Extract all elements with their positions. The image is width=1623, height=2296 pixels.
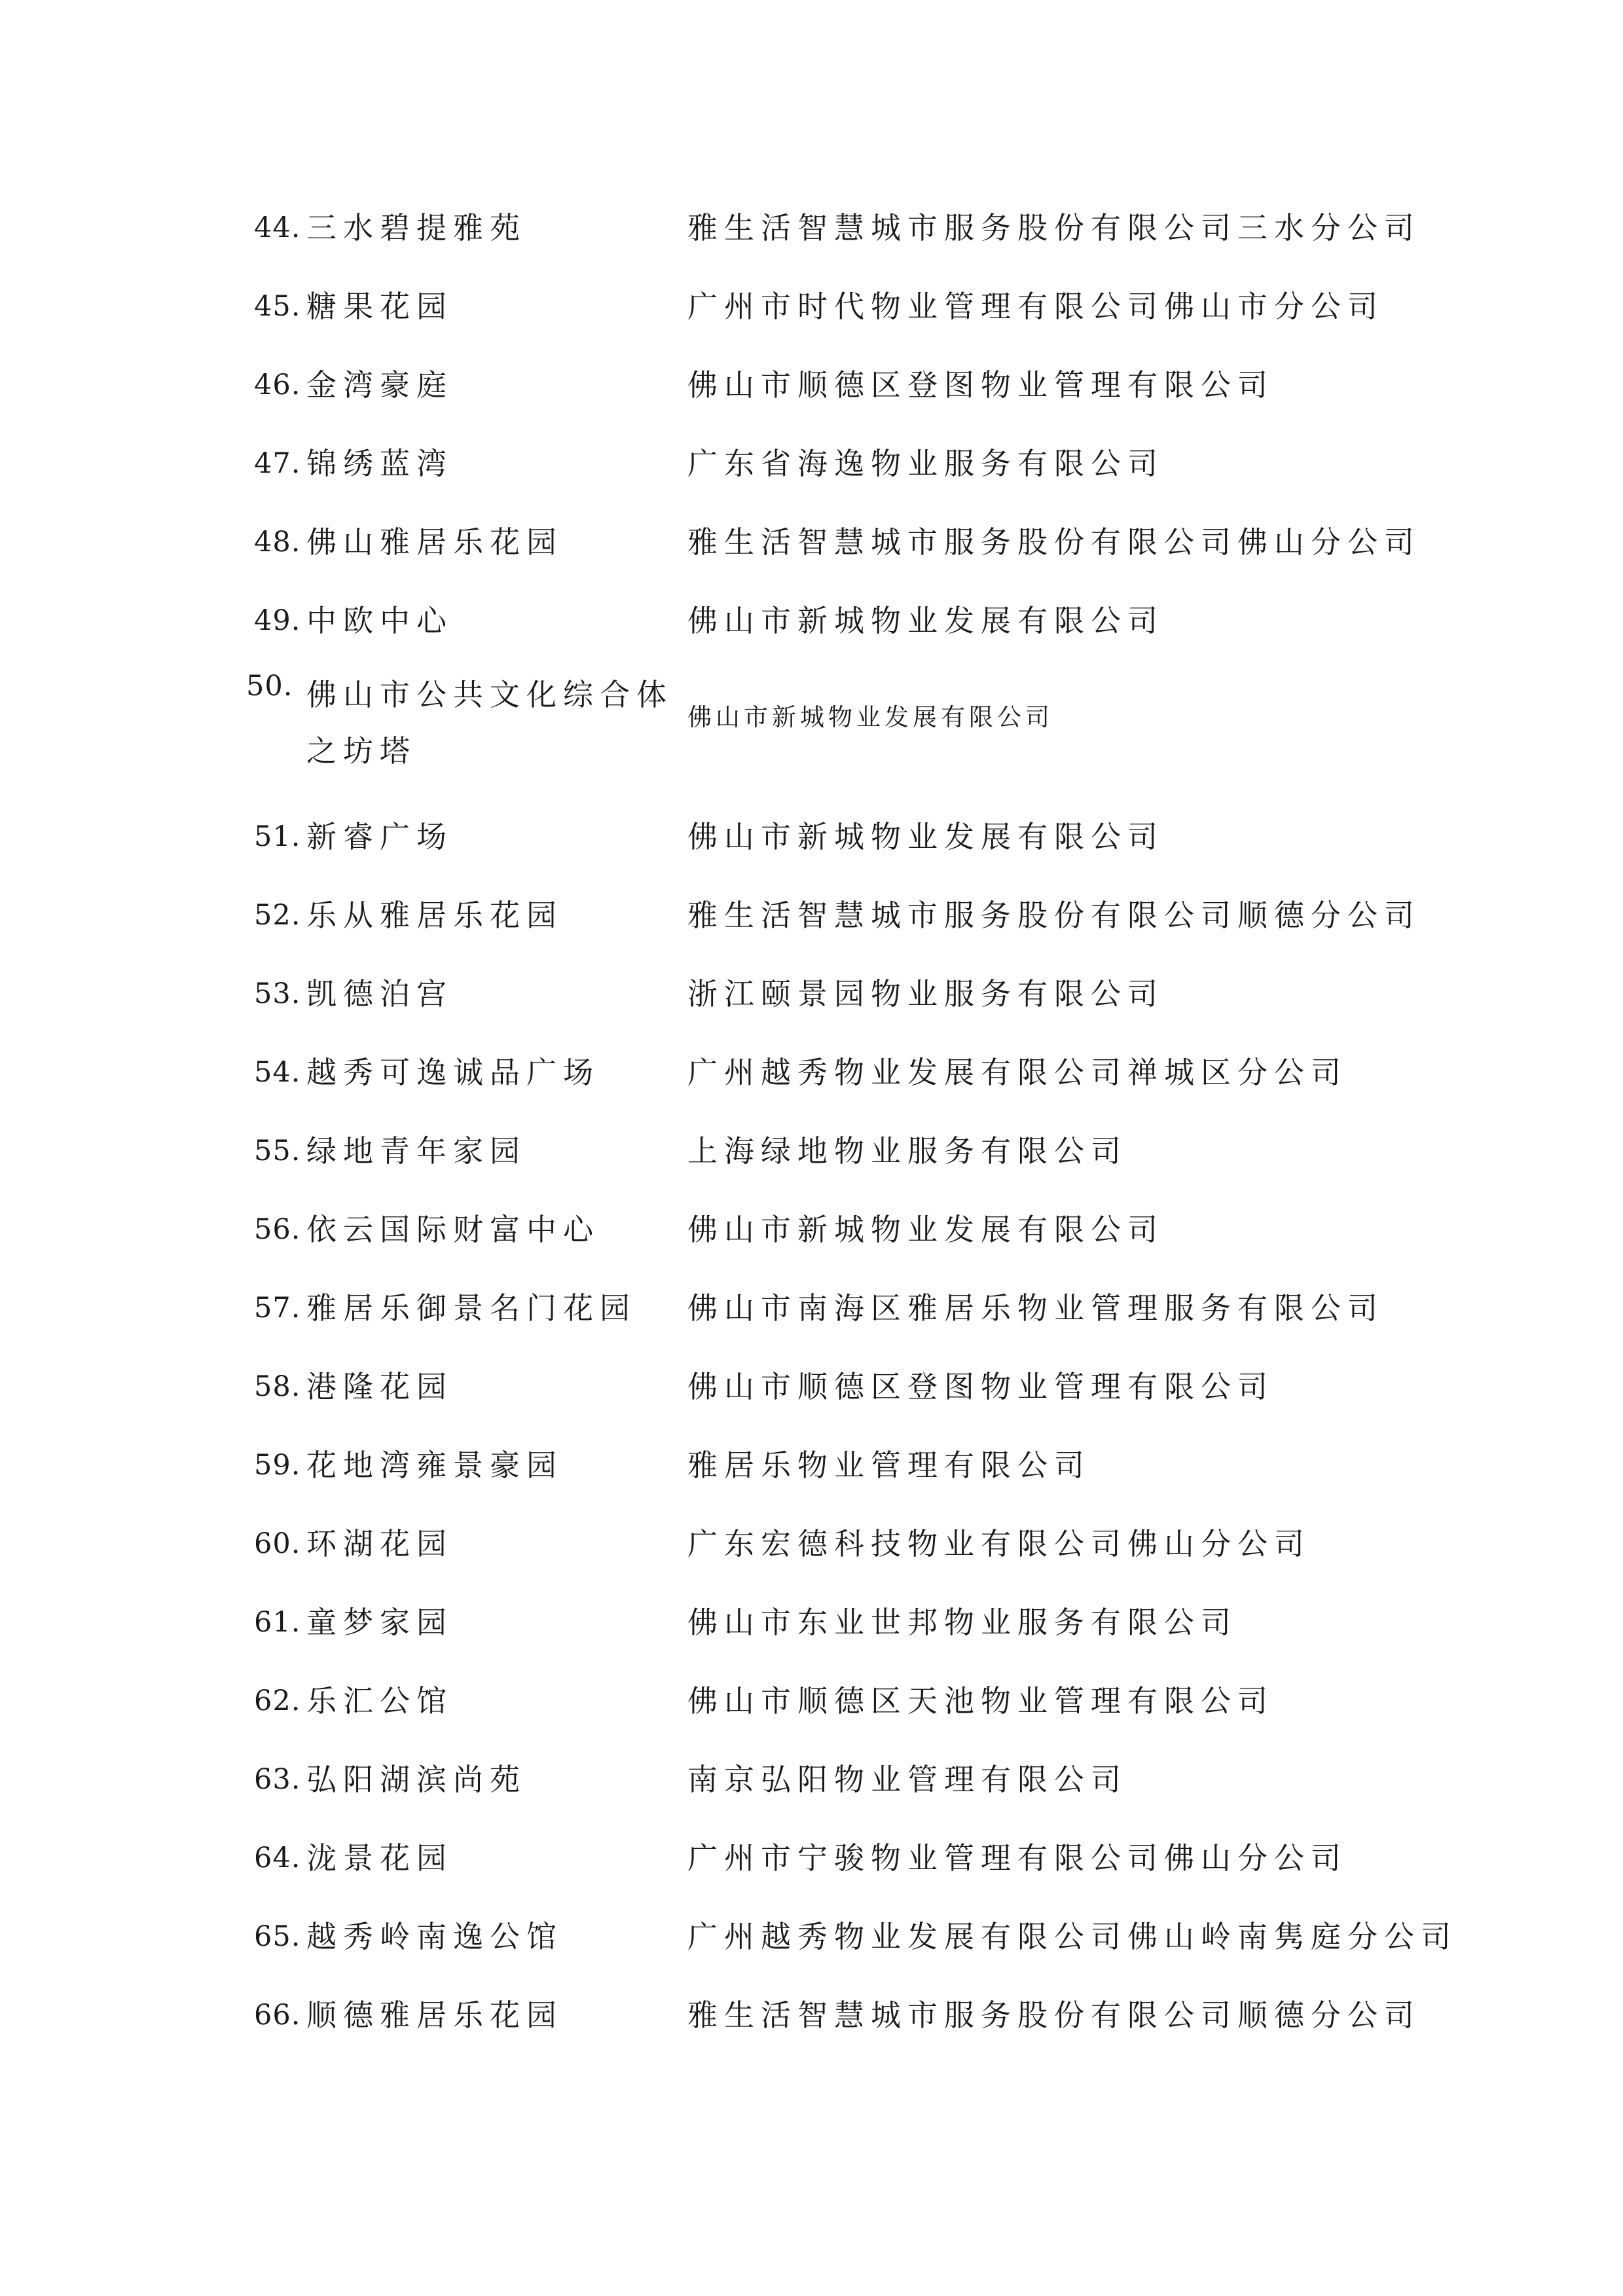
list-item	[0, 1760, 1623, 1799]
property-name: 佛山市公共文化综合体之坊塔	[306, 677, 673, 769]
management-company: 佛山市顺德区登图物业管理有限公司	[687, 367, 1274, 403]
item-number: 44.	[254, 211, 301, 244]
property-name: 泷景花园	[306, 1840, 453, 1876]
management-company: 佛山市南海区雅居乐物业管理服务有限公司	[687, 1290, 1384, 1326]
management-company: 广州越秀物业发展有限公司禅城区分公司	[687, 1055, 1347, 1090]
item-number: 63.	[254, 1763, 301, 1796]
property-name: 花地湾雍景豪园	[306, 1448, 563, 1483]
management-company: 佛山市顺德区登图物业管理有限公司	[687, 1369, 1274, 1404]
item-number: 52.	[254, 899, 301, 932]
management-company: 浙江颐景园物业服务有限公司	[687, 976, 1164, 1011]
list-item	[0, 896, 1623, 935]
item-number: 58.	[254, 1370, 301, 1403]
list-item	[0, 1131, 1623, 1171]
item-number: 55.	[254, 1135, 301, 1167]
property-name: 弘阳湖滨尚苑	[306, 1762, 526, 1797]
property-name: 港隆花园	[306, 1369, 453, 1404]
management-company: 佛山市顺德区天池物业管理有限公司	[687, 1683, 1274, 1719]
property-name: 三水碧提雅苑	[306, 210, 526, 246]
list-item	[0, 1917, 1623, 1956]
management-company: 广东宏德科技物业有限公司佛山分公司	[687, 1526, 1311, 1561]
management-company: 上海绿地物业服务有限公司	[687, 1133, 1127, 1169]
list-item	[0, 1210, 1623, 1249]
item-number: 49.	[254, 604, 301, 637]
property-name: 绿地青年家园	[306, 1133, 526, 1169]
list-item	[0, 1838, 1623, 1878]
list-item	[0, 1524, 1623, 1563]
item-number: 66.	[254, 1999, 301, 2032]
item-number: 50.	[246, 670, 293, 702]
management-company: 雅生活智慧城市服务股份有限公司顺德分公司	[687, 1997, 1421, 2033]
property-name: 金湾豪庭	[306, 367, 453, 403]
property-name: 凯德泊宫	[306, 976, 453, 1011]
management-company: 雅生活智慧城市服务股份有限公司顺德分公司	[687, 898, 1421, 933]
management-company: 佛山市新城物业发展有限公司	[687, 603, 1164, 638]
item-number: 59.	[254, 1449, 301, 1482]
property-name: 越秀岭南逸公馆	[306, 1919, 563, 1954]
list-item	[0, 666, 1623, 784]
list-item	[0, 1681, 1623, 1721]
item-number: 54.	[254, 1056, 301, 1089]
list-item	[0, 1053, 1623, 1092]
list-item	[0, 1446, 1623, 1485]
property-name: 童梦家园	[306, 1605, 453, 1640]
management-company: 佛山市新城物业发展有限公司	[687, 703, 1053, 731]
item-number: 56.	[254, 1213, 301, 1246]
list-item	[0, 287, 1623, 326]
property-name: 佛山雅居乐花园	[306, 524, 563, 560]
list-item	[0, 1603, 1623, 1642]
list-item	[0, 974, 1623, 1013]
management-company: 佛山市东业世邦物业服务有限公司	[687, 1605, 1237, 1640]
item-number: 45.	[254, 290, 301, 323]
management-company: 南京弘阳物业管理有限公司	[687, 1762, 1127, 1797]
management-company: 广州市宁骏物业管理有限公司佛山分公司	[687, 1840, 1347, 1876]
management-company: 佛山市新城物业发展有限公司	[687, 819, 1164, 854]
item-number: 60.	[254, 1527, 301, 1560]
management-company: 广州越秀物业发展有限公司佛山岭南隽庭分公司	[687, 1919, 1457, 1954]
property-name: 锦绣蓝湾	[306, 446, 453, 481]
list-item	[0, 1288, 1623, 1328]
list-item	[0, 601, 1623, 640]
list-item	[0, 208, 1623, 247]
property-name: 乐汇公馆	[306, 1683, 453, 1719]
property-name: 顺德雅居乐花园	[306, 1997, 563, 2033]
property-name: 环湖花园	[306, 1526, 453, 1561]
item-number: 65.	[254, 1920, 301, 1953]
property-name: 糖果花园	[306, 289, 453, 324]
management-company: 雅生活智慧城市服务股份有限公司佛山分公司	[687, 524, 1421, 560]
item-number: 53.	[254, 977, 301, 1010]
property-name: 乐从雅居乐花园	[306, 898, 563, 933]
management-company: 雅生活智慧城市服务股份有限公司三水分公司	[687, 210, 1421, 246]
property-name: 依云国际财富中心	[306, 1212, 600, 1247]
list-item	[0, 1995, 1623, 2035]
item-number: 47.	[254, 447, 301, 480]
item-number: 46.	[254, 369, 301, 401]
list-item	[0, 1367, 1623, 1406]
management-company: 广东省海逸物业服务有限公司	[687, 446, 1164, 481]
item-number: 61.	[254, 1606, 301, 1639]
list-item	[0, 365, 1623, 405]
item-number: 64.	[254, 1842, 301, 1874]
list-item	[0, 522, 1623, 562]
property-name: 雅居乐御景名门花园	[306, 1290, 636, 1326]
item-number: 51.	[254, 820, 301, 853]
management-company: 雅居乐物业管理有限公司	[687, 1448, 1091, 1483]
list-item	[0, 444, 1623, 483]
property-name: 越秀可逸诚品广场	[306, 1055, 600, 1090]
management-company: 佛山市新城物业发展有限公司	[687, 1212, 1164, 1247]
list-item	[0, 817, 1623, 856]
property-name: 中欧中心	[306, 603, 453, 638]
item-number: 48.	[254, 526, 301, 558]
item-number: 62.	[254, 1685, 301, 1717]
property-name: 新睿广场	[306, 819, 453, 854]
management-company: 广州市时代物业管理有限公司佛山市分公司	[687, 289, 1384, 324]
item-number: 57.	[254, 1292, 301, 1324]
